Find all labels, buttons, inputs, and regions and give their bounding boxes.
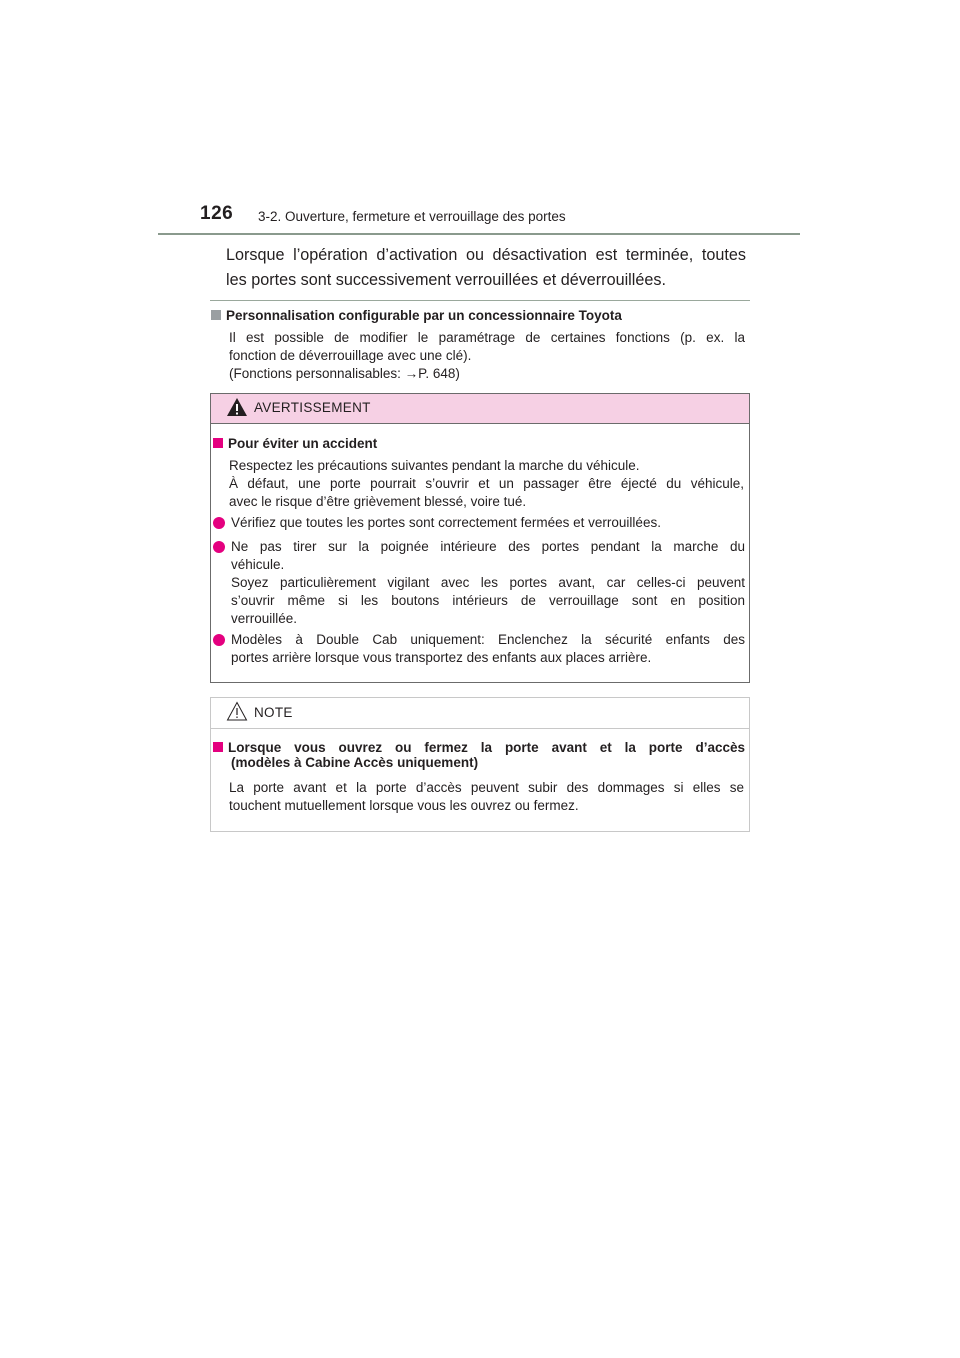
note-box bbox=[210, 697, 750, 832]
bullet-line: Vérifiez que toutes les portes sont correctement fermées et verrouillées. bbox=[231, 515, 661, 530]
body-line: Il est possible de modifier le paramétrage de certaines fonctions (p. ex. la bbox=[229, 330, 745, 345]
note-title bbox=[213, 740, 745, 770]
arrow-icon: → bbox=[404, 366, 419, 381]
reference-page: P. 648) bbox=[418, 366, 460, 381]
intro-line: les portes sont successivement verrouillées et déverrouillées. bbox=[226, 271, 666, 289]
header-divider bbox=[158, 233, 800, 235]
bullet-dot-icon bbox=[213, 634, 225, 646]
note-line: touchent mutuellement lorsque vous les ouvrez ou fermez. bbox=[229, 798, 579, 813]
note-header bbox=[211, 698, 749, 729]
section-heading bbox=[211, 308, 622, 323]
square-bullet-icon bbox=[213, 438, 223, 448]
note-title-text: Lorsque vous ouvrez ou fermez la porte avant et la porte d’accès bbox=[228, 740, 745, 755]
warning-box bbox=[210, 393, 750, 683]
note-label: NOTE bbox=[254, 705, 293, 720]
page-number: 126 bbox=[200, 203, 234, 224]
warning-triangle-icon bbox=[226, 397, 248, 417]
bullet-line: Soyez particulièrement vigilant avec les portes avant, car celles-ci peuvent bbox=[231, 575, 745, 590]
bullet-line: véhicule. bbox=[231, 557, 285, 572]
body-line: fonction de déverrouillage avec une clé). bbox=[229, 348, 472, 363]
warning-text bbox=[229, 457, 744, 511]
warning-header bbox=[211, 394, 749, 424]
list-item bbox=[213, 514, 747, 532]
bullet-line: portes arrière lorsque vous transportez des enfants aux places arrière. bbox=[231, 650, 652, 665]
warning-title bbox=[213, 436, 377, 451]
note-title-line bbox=[213, 740, 745, 755]
reference-prefix: (Fonctions personnalisables: bbox=[229, 366, 405, 381]
list-item bbox=[213, 538, 747, 628]
warning-title-text: Pour éviter un accident bbox=[228, 436, 378, 451]
section-divider bbox=[210, 300, 750, 301]
note-text bbox=[229, 779, 744, 815]
bullet-line: Ne pas tirer sur la poignée intérieure des portes pendant la marche du bbox=[231, 539, 745, 554]
square-bullet-icon bbox=[211, 310, 221, 320]
section-body bbox=[229, 329, 745, 365]
section-heading-text: Personnalisation configurable par un concessionnaire Toyota bbox=[226, 308, 622, 323]
intro-line: Lorsque l’opération d’activation ou désactivation est terminée, toutes bbox=[226, 246, 746, 264]
bullet-dot-icon bbox=[213, 517, 225, 529]
square-bullet-icon bbox=[213, 742, 223, 752]
bullet-line: Modèles à Double Cab uniquement: Enclenchez la sécurité enfants des bbox=[231, 632, 745, 647]
note-title-line: (modèles à Cabine Accès uniquement) bbox=[231, 755, 479, 770]
section-header-title: 3-2. Ouverture, fermeture et verrouillage des portes bbox=[258, 209, 566, 224]
bullet-dot-icon bbox=[213, 541, 225, 553]
bullet-line: s’ouvrir même si les boutons intérieurs de verrouillage sont en position bbox=[231, 593, 745, 608]
list-item bbox=[213, 631, 747, 667]
note-line: La porte avant et la porte d’accès peuvent subir des dommages si elles se bbox=[229, 780, 744, 795]
warning-line: Respectez les précautions suivantes pendant la marche du véhicule. bbox=[229, 458, 640, 473]
warning-line: avec le risque d’être grièvement blessé, voire tué. bbox=[229, 494, 527, 509]
warning-label: AVERTISSEMENT bbox=[254, 400, 371, 415]
caution-triangle-icon bbox=[226, 701, 248, 721]
intro-paragraph bbox=[226, 243, 746, 293]
warning-line: À défaut, une porte pourrait s’ouvrir et un passager être éjecté du véhicule, bbox=[229, 476, 744, 491]
bullet-line: verrouillée. bbox=[231, 611, 298, 626]
page-reference bbox=[229, 365, 460, 383]
